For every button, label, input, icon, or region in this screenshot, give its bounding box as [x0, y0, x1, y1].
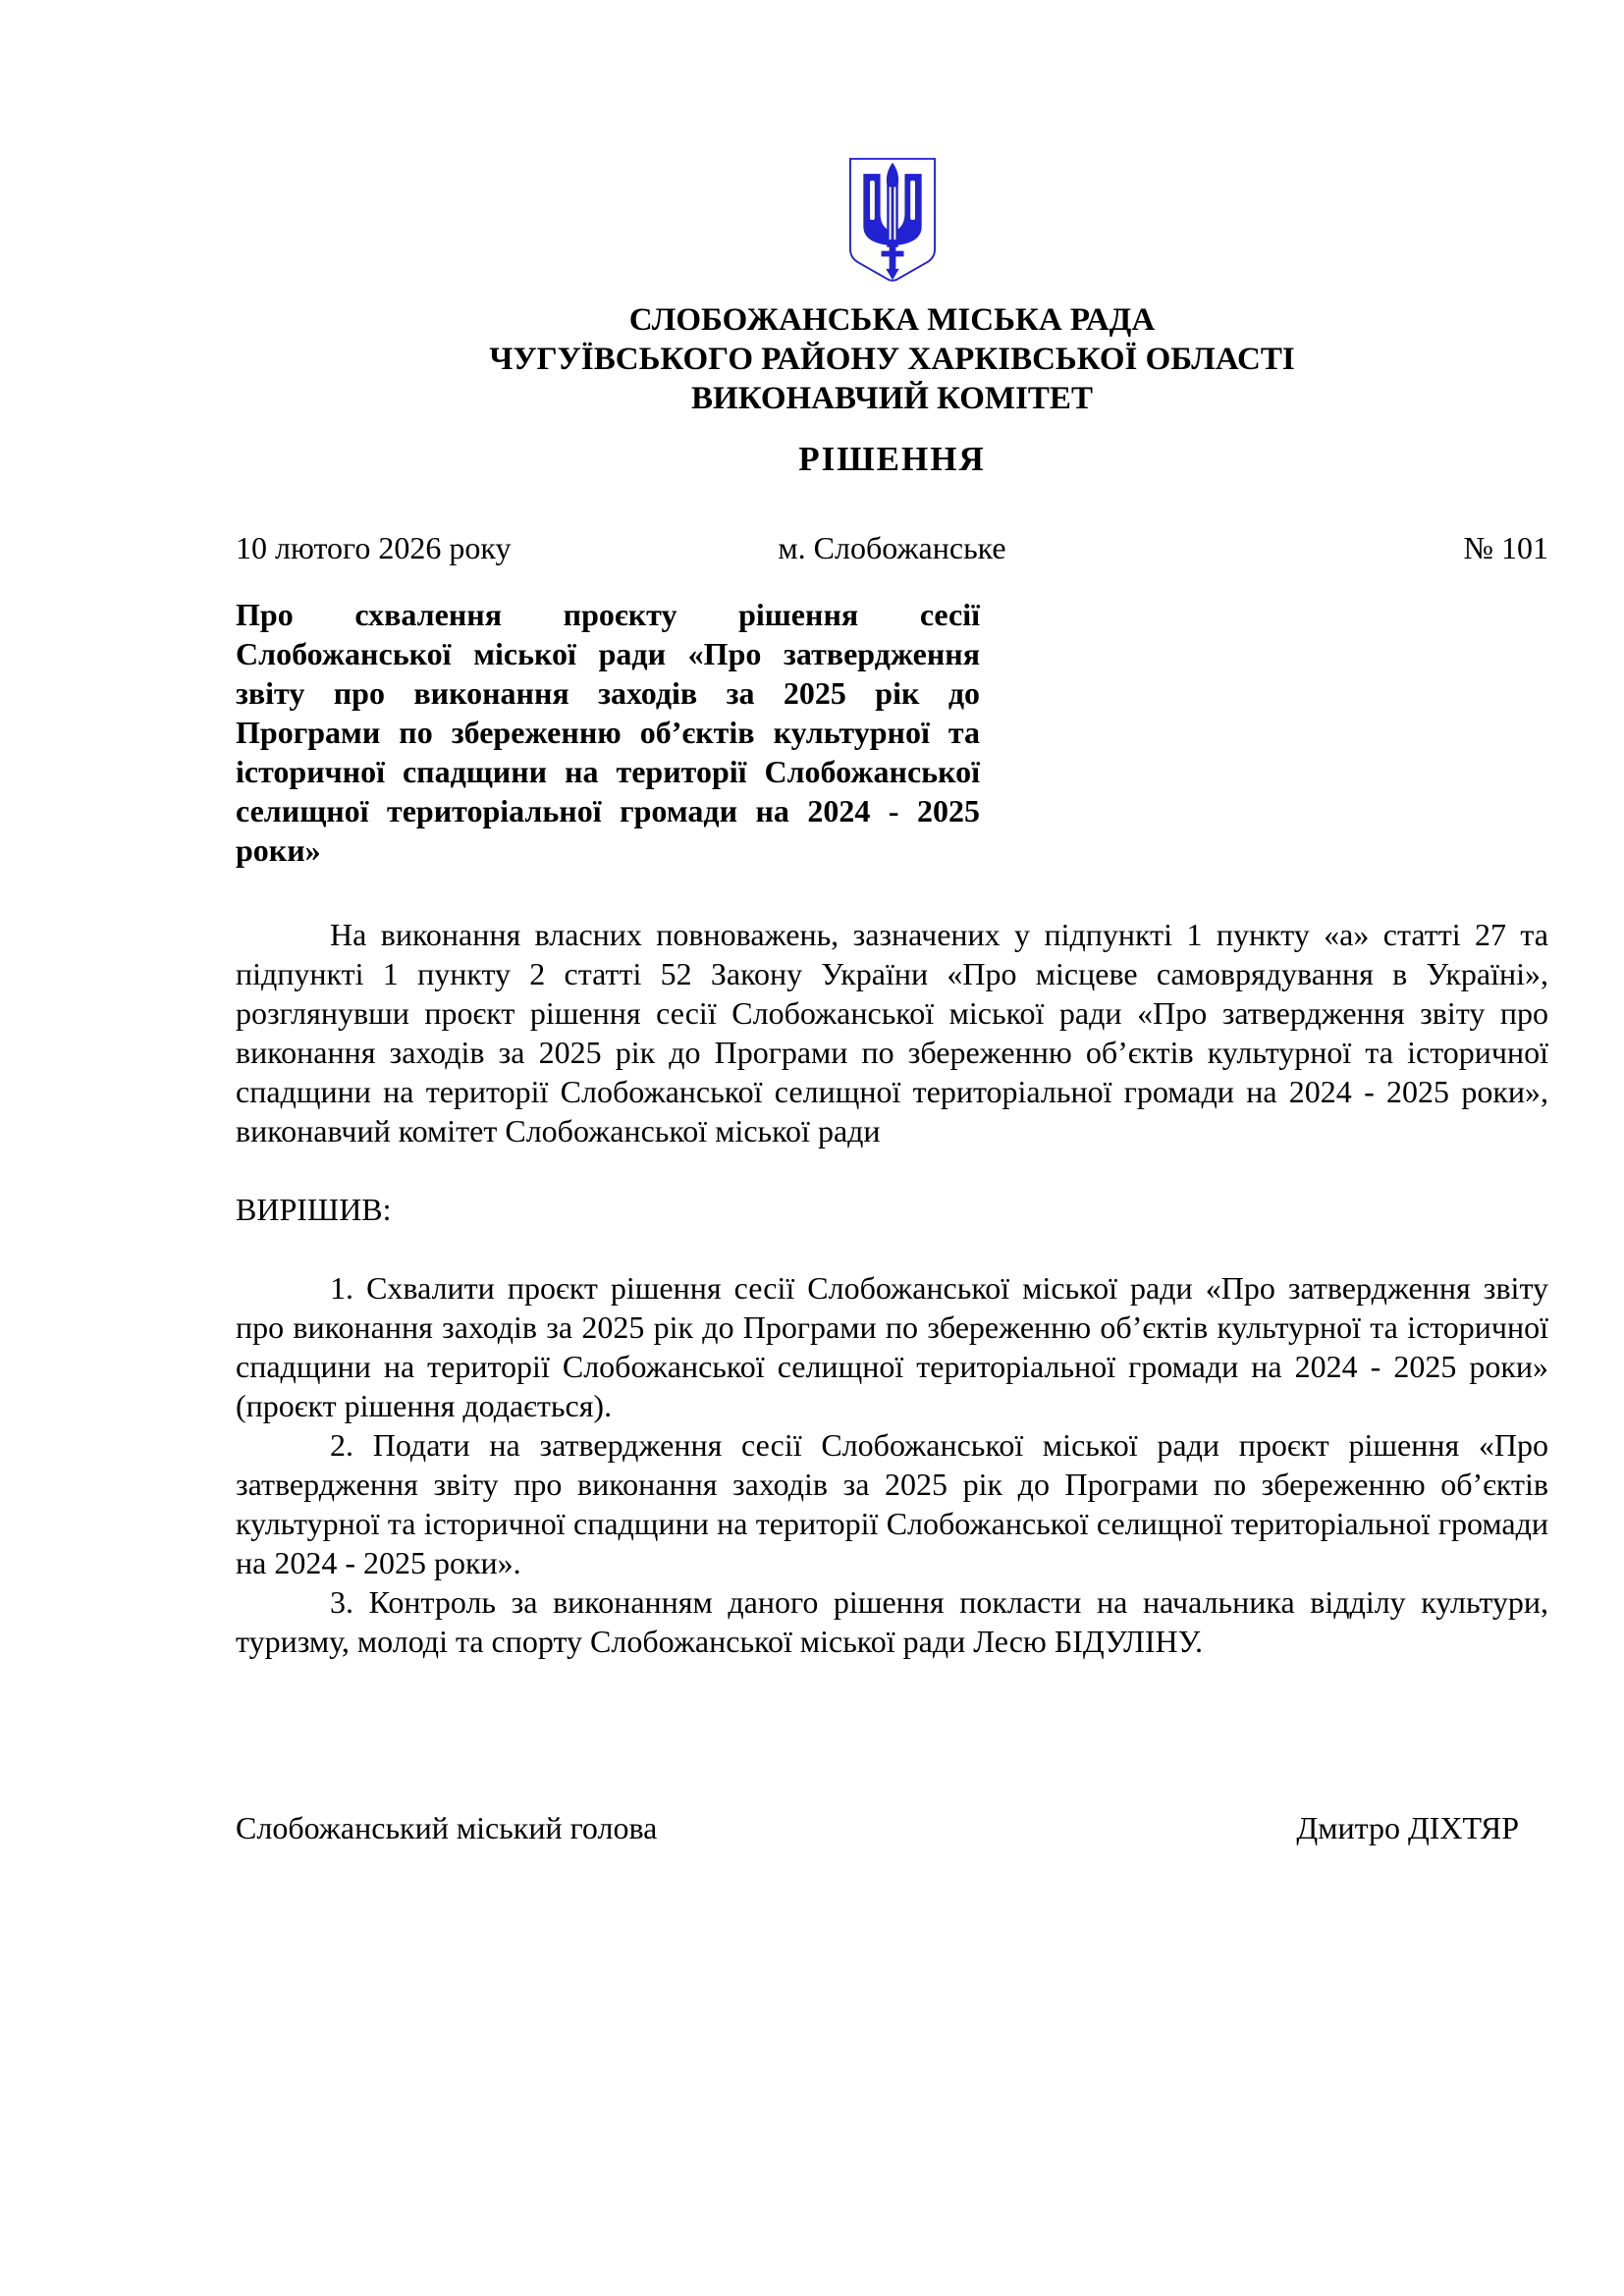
resolution-item-2: 2. Подати на затвердження сесії Слобожанської міської ради проєкт рішення «Про затвердження звіту про виконання заходів за 2025 рік до Програми по збереженню об’єктів культурної та історичної спадщини на території Слобожанської селищної територіальної громади на 2024 - 2025 роки». — [236, 1427, 1548, 1580]
resolution-item-1: 1. Схвалити проєкт рішення сесії Слобожанської міської ради «Про затвердження звіту про виконання заходів за 2025 рік до Програми по збереженню об’єктів культурної та історичної спадщини на території Слобожанської селищної територіальної громади на 2024 - 2025 роки» (проєкт рішення додається). — [236, 1270, 1548, 1423]
document-meta-row — [236, 528, 1548, 567]
org-name-line1: СЛОБОЖАНСЬКА МІСЬКА РАДА — [628, 302, 1156, 338]
preamble-paragraph: На виконання власних повноважень, зазначених у підпункті 1 пункту «а» статті 27 та підпункті 1 пункту 2 статті 52 Закону України «Про місцеве самоврядування в Україні», розглянувши проєкт рішення сесії Слобожанської міської ради «Про затвердження звіту про виконання заходів за 2025 рік до Програми по збереженню об’єктів культурної та історичної спадщини на території Слобожанської селищної територіальної громади на 2024 - 2025 роки», виконавчий комітет Слобожанської міської ради — [236, 917, 1548, 1148]
signer-name: Дмитро ДІХТЯР — [1296, 1810, 1519, 1845]
document-number: № 101 — [1463, 530, 1549, 565]
signer-position: Слобожанський міський голова — [236, 1810, 658, 1845]
tryzub-emblem-icon — [845, 155, 940, 287]
org-name-line3: ВИКОНАВЧИЙ КОМІТЕТ — [691, 381, 1093, 416]
document-subject: Про схвалення проєкту рішення сесії Слобожанської міської ради «Про затвердження звіту про виконання заходів за 2025 рік до Програми по збереженню об’єктів культурної та історичної спадщини на території Слобожанської селищної територіальної громади на 2024 - 2025 роки» — [236, 597, 980, 868]
resolution-item-3: 3. Контроль за виконанням даного рішення покласти на начальника відділу культури, туризму, молоді та спорту Слобожанської міської ради Лесю БІДУЛІНУ. — [236, 1584, 1548, 1659]
org-name-line2: ЧУГУЇВСЬКОГО РАЙОНУ ХАРКІВСЬКОЇ ОБЛАСТІ — [489, 342, 1295, 377]
document-date: 10 лютого 2026 року — [236, 530, 512, 565]
resolved-label: ВИРІШИВ: — [236, 1192, 392, 1227]
document-type-title: РІШЕННЯ — [798, 440, 986, 478]
document-place: м. Слобожанське — [778, 530, 1006, 565]
signature-block — [236, 1808, 1548, 1847]
resolution-items — [236, 1268, 1548, 1661]
